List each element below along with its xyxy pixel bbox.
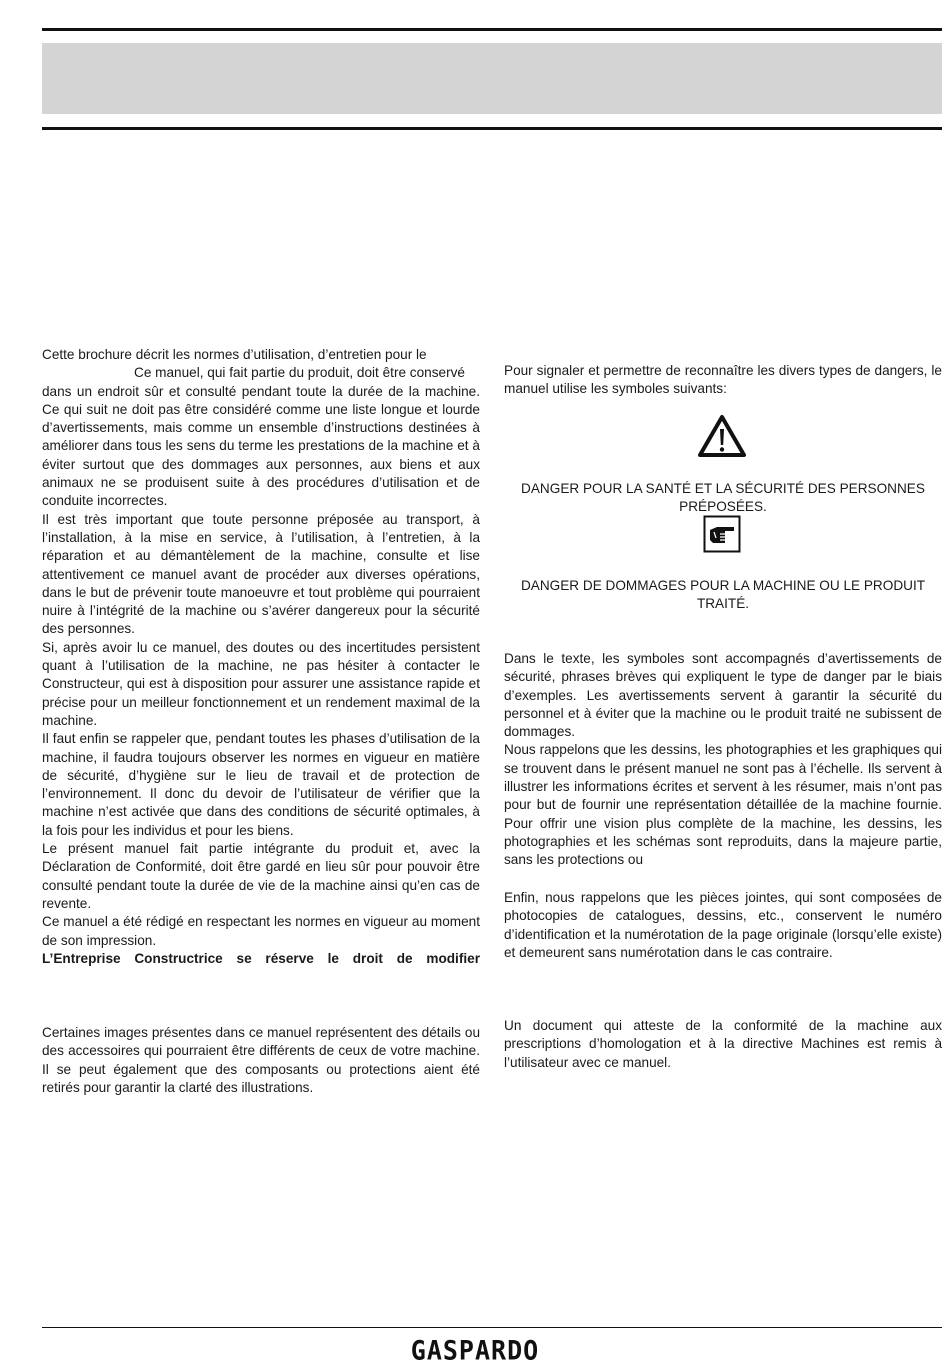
- symbol-1-caption-box: [504, 480, 942, 517]
- paragraph-doubts: Si, après avoir lu ce manuel, des doutes ou des incertitudes persistent quant à l’utilisation de la machine, ne pas hésiter à contacter le Constructeur, qui est à disposition pour assurer une assistance rapide et précise pour un meilleur fonctionnement et un rendement maximal de la machine.: [42, 639, 480, 728]
- header-bar: [42, 43, 942, 114]
- paragraph-symbols-intro: Pour signaler et permettre de reconnaître les divers types de dangers, le manuel utilise les symboles suivants:: [504, 363, 942, 397]
- left-column: [42, 346, 480, 968]
- symbol-2-caption-box: [504, 577, 942, 614]
- left-column-images-note: [42, 1024, 480, 1097]
- paragraph-images: Certaines images présentes dans ce manuel représentent des détails ou des accessoires qui pourraient être différents de ceux de votre machine. Il se peut également que des composants ou protections aient été retirés pour garantir la clarté des illustrations.: [42, 1025, 480, 1095]
- paragraph-norms: Ce manuel a été rédigé en respectant les normes en vigueur au moment de son impression.: [42, 914, 480, 948]
- intro-paragraph: dans un endroit sûr et consulté pendant toute la durée de la machine. Ce qui suit ne doit pas être considéré comme une liste longue et lourde d’avertissements, mais comme un ensemble d’instructions destinées à améliorer dans tous les sens du terme les prestations de la machine et à éviter surtout que des dommages aux personnes, aux biens et aux animaux ne se produisent suite à des procédures d’utilisation et de conduite incorrectes.: [42, 383, 480, 509]
- right-column-intro: [504, 362, 942, 399]
- right-column-attachments: [504, 889, 942, 962]
- symbol-1-caption: DANGER POUR LA SANTÉ ET LA SÉCURITÉ DES PERSONNES PRÉPOSÉES.: [521, 481, 925, 515]
- footer-rule: [42, 1327, 942, 1328]
- paragraph-conformity: Un document qui atteste de la conformité de la machine aux prescriptions d’homologation et à la directive Machines est remis à l’utilisateur avec ce manuel.: [504, 1018, 942, 1070]
- top-rule: [42, 28, 942, 31]
- pointing-hand-icon: [703, 515, 741, 553]
- intro-line-1: Cette brochure décrit les normes d’utilisation, d’entretien pour le: [42, 347, 427, 362]
- paragraph-warnings: Dans le texte, les symboles sont accompagnés d’avertissements de sécurité, phrases brèves qui expliquent le type de danger par le biais d’exemples. Les avertissements servent à garantir la sécurité du personnel et à éviter que la machine ou le produit traité ne subissent de dommages.: [504, 651, 942, 740]
- header-bottom-rule: [42, 127, 942, 130]
- paragraph-rights-notice: L’Entreprise Constructrice se réserve le droit de modifier: [42, 950, 480, 966]
- right-column-body: [504, 650, 942, 870]
- intro-line-2: Ce manuel, qui fait partie du produit, doit être conservé: [134, 365, 465, 381]
- paragraph-safety-norms: Il faut enfin se rappeler que, pendant toutes les phases d’utilisation de la machine, il faudra toujours observer les normes en vigueur en matière de sécurité, d’hygiène sur le lieu de travail et de protection de l’environnement. Il donc du devoir de l’utilisateur de vérifier que la machine n’est activée que dans des conditions de sécurité optimales, à la fois pour les individus et pour les biens.: [42, 731, 480, 838]
- paragraph-declaration: Le présent manuel fait partie intégrante du produit et, avec la Déclaration de Conformité, doit être gardé en lieu sûr pour pouvoir être consulté pendant toute la durée de vie de la machine ainsi qu’en cas de revente.: [42, 841, 480, 911]
- paragraph-drawings: Nous rappelons que les dessins, les photographies et les graphiques qui se trouvent dans le présent manuel ne sont pas à l’échelle. Ils servent à illustrer les informations écrites et servent à les résumer, mais n’ont pas pour but de fournir une représentation détaillée de la machine fournie. Pour offrir une vision plus complète de la machine, les dessins, les photographies et les schémas sont reproduits, dans la majeure partie, sans les protections ou: [504, 742, 942, 868]
- warning-triangle-icon: [697, 414, 747, 458]
- gaspardo-logo: GASPARDO: [410, 1335, 540, 1366]
- right-column-conformity: [504, 1017, 942, 1072]
- symbol-2-caption: DANGER DE DOMMAGES POUR LA MACHINE OU LE PRODUIT TRAITÉ.: [520, 578, 926, 612]
- paragraph-personnel: Il est très important que toute personne préposée au transport, à l’installation, à la mise en service, à l’utilisation, à l’entretien, à la réparation et au démantèlement de la machine, consulte et lise attentivement ce manuel avant de procéder aux diverses opérations, dans le but de prévenir toute manoeuvre et tout problème qui pourraient nuire à l’intégrité de la machine ou s’avérer dangereux pour la sécurité des personnes.: [42, 511, 480, 637]
- paragraph-attachments: Enfin, nous rappelons que les pièces jointes, qui sont composées de photocopies de catalogues, dessins, etc., conservent le numéro d’identification et la numérotation de la page originale (lorsqu’elle existe) et demeurent sans numérotation dans le cas contraire.: [504, 890, 942, 960]
